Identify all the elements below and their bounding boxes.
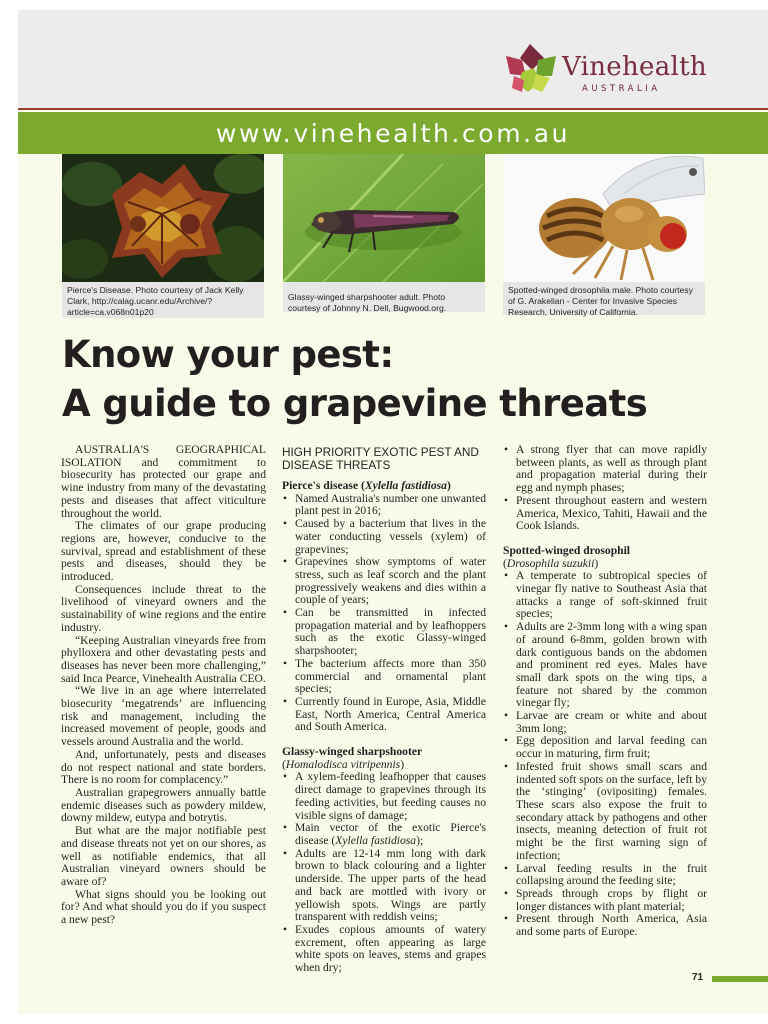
list-item: • Present through North America, Asia and some parts of Europe. xyxy=(503,913,707,938)
list-item: • Present throughout eastern and western America, Mexico, Tahiti, Hawaii and the Cook Islands. xyxy=(503,495,707,533)
list-item: • A xylem-feeding leafhopper that causes direct damage to grapevines through its feeding activities, but feeding causes no visible signs of damage; xyxy=(282,771,486,822)
list-item: • Main vector of the exotic Pierce's disease (Xylella fastidiosa); xyxy=(282,822,486,847)
intro-paragraph: Australian grapegrowers annually battle endemic diseases such as powdery mildew, downy mildew, eutypa and botrytis. xyxy=(61,785,266,825)
list-item: • Larval feeding results in the fruit collapsing around the feeding site; xyxy=(503,863,707,888)
drosophila-list xyxy=(503,570,707,938)
drosophila-heading: Spotted-winged drosophil xyxy=(503,543,631,557)
brand-name: Vinehealth xyxy=(562,52,707,82)
intro-paragraph: AUSTRALIA'S GEOGRAPHICAL ISOLATION and commitment to biosecurity has protected our grape and wine industry from many of the devastating pests and diseases that affect viticulture throughout the world. xyxy=(61,443,266,520)
photo-caption: Pierce's Disease. Photo courtesy of Jack Kelly Clark, http://calag.ucanr.edu/Archive/?article=ca.v068n01p20 xyxy=(62,282,264,318)
list-item: • A strong flyer that can move rapidly between plants, as well as through plant and propagation material during their egg and nymph phases; xyxy=(503,444,707,495)
list-item: • Currently found in Europe, Asia, Middle East, North America, Central America and South America. xyxy=(282,696,486,734)
masthead xyxy=(18,10,768,110)
pierces-disease-photo xyxy=(62,154,264,282)
sharpshooter-latin-name: (Homalodisca vitripennis) xyxy=(282,757,405,771)
pierces-disease-list xyxy=(282,493,486,734)
url-banner xyxy=(18,112,768,154)
magazine-page xyxy=(18,10,768,1014)
drosophila-latin-name: (Drosophila suzukii) xyxy=(503,556,599,570)
list-item: • Spreads through crops by flight or longer distances with plant material; xyxy=(503,888,707,913)
vinehealth-logo[interactable] xyxy=(500,42,730,98)
list-item: • Egg deposition and larval feeding can occur in maturing, firm fruit; xyxy=(503,735,707,760)
drosophila-photo-icon xyxy=(503,154,705,282)
list-item: • Named Australia's number one unwanted plant pest in 2016; xyxy=(282,493,486,518)
page-number: 71 xyxy=(692,972,704,983)
leaf-logo-icon xyxy=(500,42,560,98)
list-item: • Exudes copious amounts of watery excrement, often appearing as large white spots on leaves, stems and grapes when dry; xyxy=(282,924,486,975)
list-item: • Larvae are cream or white and about 3mm long; xyxy=(503,710,707,735)
threats-column-2 xyxy=(503,444,707,939)
leaf-photo-icon xyxy=(62,154,264,282)
intro-paragraph: “We live in an age where interrelated biosecurity ‘megatrends’ are influencing risk and management, including the increased movement of people, goods and vessels around Australia and the world. xyxy=(61,684,266,749)
list-item: • Adults are 2-3mm long with a wing span of around 6-8mm, golden brown with dark contiguous bands on the abdomen and prominent red eyes. Males have small dark spots on the wing tips, a feature not shared by the common vinegar fly; xyxy=(503,621,707,710)
headline-line-1: Know your pest: xyxy=(62,333,394,376)
sharpshooter-list xyxy=(282,771,486,974)
intro-paragraph: But what are the major notifiable pest and disease threats not yet on our shores, as well as notifiable endemics, that all Australian vineyard owners should be aware of? xyxy=(61,824,266,888)
pierces-disease-heading: Pierce's disease (Xylella fastidiosa) xyxy=(282,479,451,492)
sharpshooter-photo xyxy=(283,154,485,282)
list-item: • Grapevines show symptoms of water stress, such as leaf scorch and the plant progressively weakens and dies within a couple of years; xyxy=(282,556,486,607)
intro-column xyxy=(61,444,266,927)
photo-caption: Spotted-winged drosophila male. Photo courtesy of G. Arakelian - Center for Invasive Species Research, University of California. xyxy=(503,282,705,315)
page-number-bar xyxy=(712,976,768,982)
intro-paragraph: “Keeping Australian vineyards free from phylloxera and other devastating pests and diseases has never been more challenging,” said Inca Pearce, Vinehealth Australia CEO. xyxy=(61,633,266,685)
intro-paragraph: Consequences include threat to the livelihood of vineyard owners and the sustainability of wine regions and the entire industry. xyxy=(61,582,266,634)
sharpshooter-list-continued xyxy=(503,444,707,533)
article-headline xyxy=(62,330,742,428)
sharpshooter-heading: Glassy-winged sharpshooter xyxy=(282,745,423,759)
list-item: • Caused by a bacterium that lives in the water conducting vessels (xylem) of grapevines; xyxy=(282,518,486,556)
photo-caption: Glassy-winged sharpshooter adult. Photo courtesy of Johnny N. Dell, Bugwood.org. xyxy=(283,282,485,312)
list-item: • Infested fruit shows small scars and indented soft spots on the surface, left by the ‘stinging’ (ovipositing) females. These scars also expose the fruit to secondary attack by pathogens and other insects, meaning detection of fruit rot might be the first warning sign of infection; xyxy=(503,761,707,863)
intro-paragraph: The climates of our grape producing regions are, however, conducive to the survival, spread and establishment of these pests and diseases, should they be introduced. xyxy=(61,519,266,584)
list-item: • A temperate to subtropical species of vinegar fly native to Southeast Asia that attacks a range of soft-skinned fruit species; xyxy=(503,570,707,621)
sharpshooter-photo-icon xyxy=(283,154,485,282)
headline-line-2: A guide to grapevine threats xyxy=(62,382,648,425)
intro-paragraph: And, unfortunately, pests and diseases do not respect national and state borders. There is no room for complacency.” xyxy=(61,747,266,787)
brand-subtitle: AUSTRALIA xyxy=(582,84,661,94)
list-item: • Adults are 12-14 mm long with dark brown to black colouring and a lighter underside. The upper parts of the head and back are mottled with ivory or yellowish spots. Wings are partly transparent with reddish veins; xyxy=(282,848,486,924)
list-item: • Can be transmitted in infected propagation material and by leafhoppers such as the exotic Glassy-winged sharpshooter; xyxy=(282,607,486,658)
drosophila-photo xyxy=(503,154,705,282)
section-title: HIGH PRIORITY EXOTIC PEST AND DISEASE THREATS xyxy=(282,445,479,472)
list-item: • The bacterium affects more than 350 commercial and ornamental plant species; xyxy=(282,658,486,696)
threats-column-1 xyxy=(282,444,486,975)
intro-paragraph: What signs should you be looking out for? And what should you do if you suspect a new pest? xyxy=(61,887,266,927)
website-link[interactable]: www.vinehealth.com.au xyxy=(215,119,571,148)
